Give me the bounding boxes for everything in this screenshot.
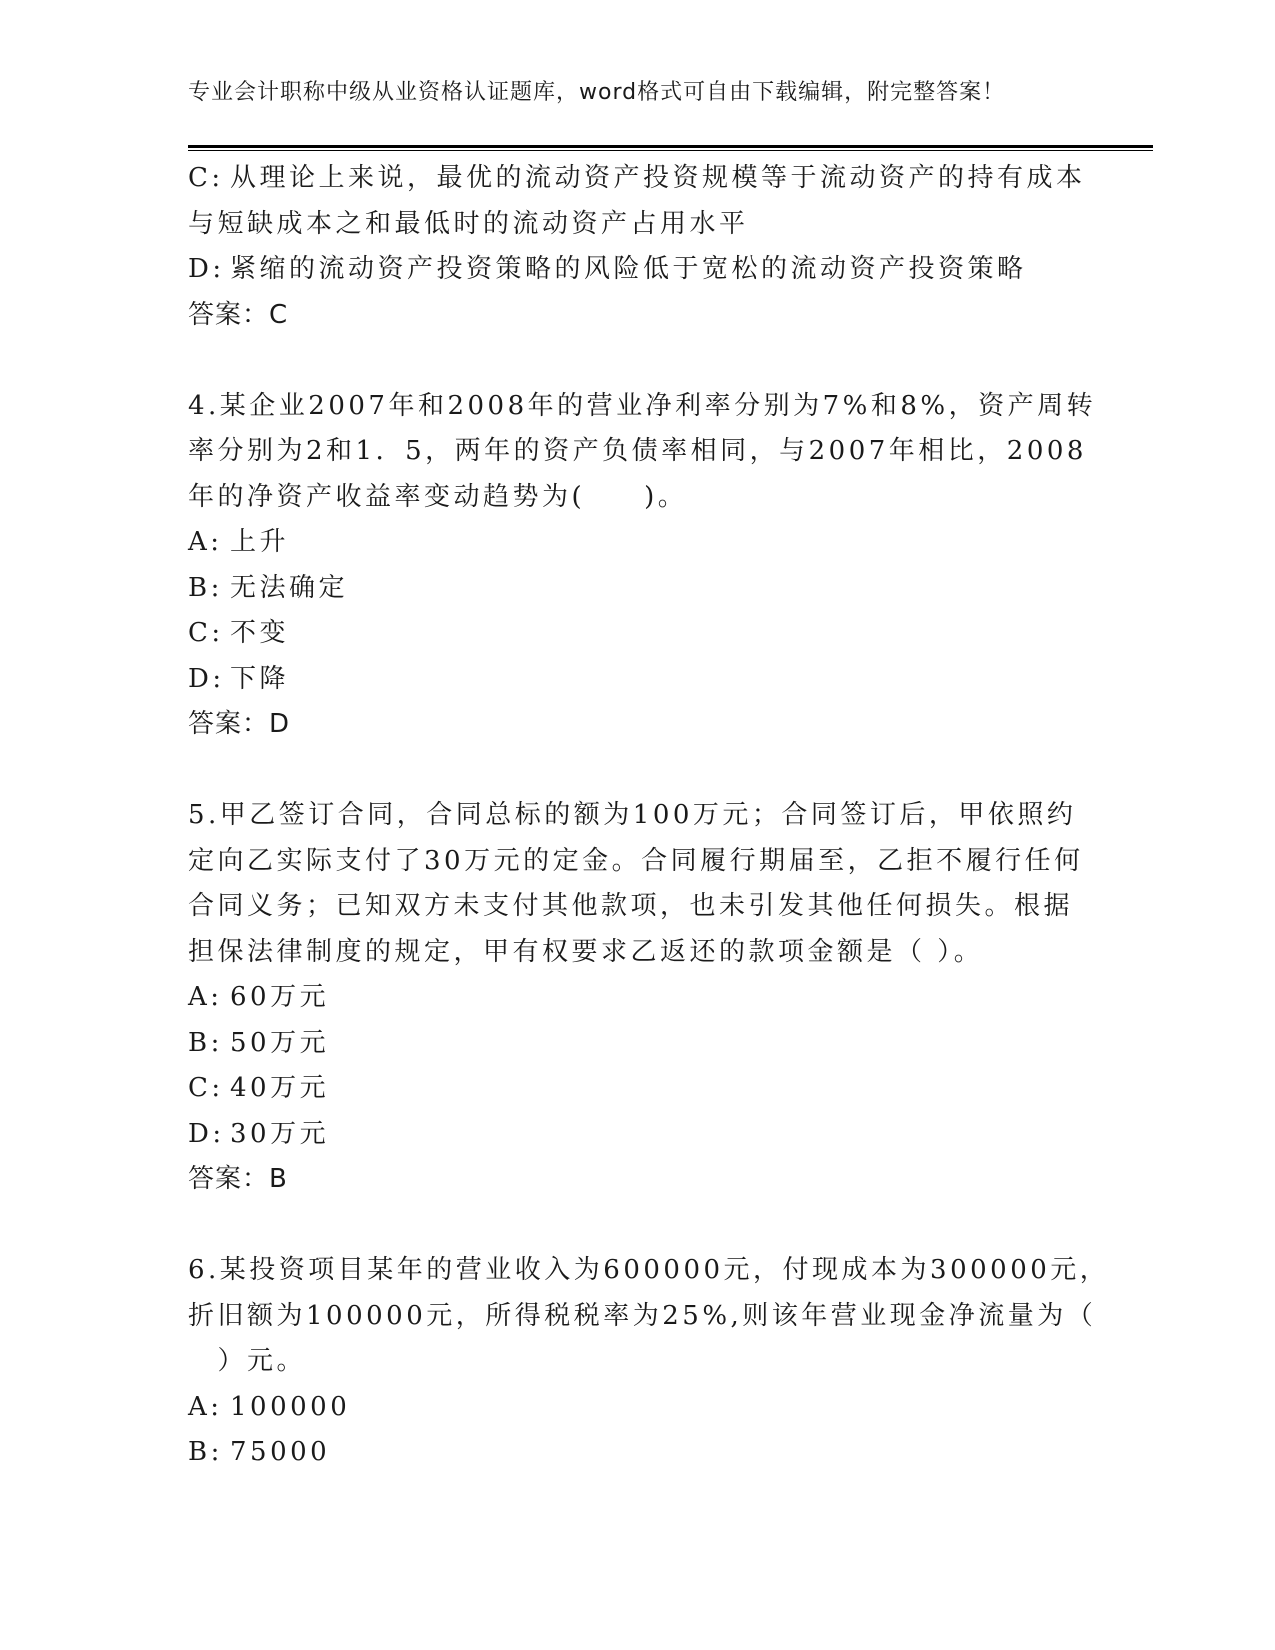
option-label: C: bbox=[188, 1073, 224, 1103]
answer-line: 答案：D bbox=[188, 709, 291, 739]
option-b bbox=[188, 1430, 1088, 1476]
question-6 bbox=[188, 1248, 1110, 1476]
option-d bbox=[188, 247, 1088, 293]
question-5 bbox=[188, 793, 1088, 1203]
question-3-tail bbox=[188, 156, 1088, 338]
option-d bbox=[188, 1112, 1088, 1158]
question-stem-line: 5.甲乙签订合同，合同总标的额为100万元；合同签订后，甲依照约 bbox=[188, 800, 1077, 830]
option-label: D: bbox=[188, 1118, 225, 1149]
answer-line: 答案：C bbox=[188, 299, 289, 330]
option-b bbox=[188, 1021, 1088, 1067]
question-stem-line: 定向乙实际支付了30万元的定金。合同履行期届至，乙拒不履行任何 bbox=[188, 845, 1084, 876]
option-text: 紧缩的流动资产投资策略的风险低于宽松的流动资产投资策略 bbox=[230, 254, 1027, 284]
question-stem-line: 合同义务；已知双方未支付其他款项，也未引发其他任何损失。根据 bbox=[188, 891, 1074, 921]
option-text: 30万元 bbox=[230, 1118, 330, 1149]
option-text: 100000 bbox=[230, 1391, 351, 1422]
option-a bbox=[188, 1385, 1088, 1431]
option-a bbox=[188, 975, 1088, 1021]
option-label: C: bbox=[188, 618, 224, 648]
document-body bbox=[188, 156, 1110, 1476]
option-c-continuation: 与短缺成本之和最低时的流动资产占用水平 bbox=[188, 208, 749, 239]
question-stem-line: 年的净资产收益率变动趋势为( )。 bbox=[188, 481, 688, 512]
option-label: B: bbox=[188, 1027, 223, 1058]
question-stem-line: 折旧额为100000元，所得税税率为25%,则该年营业现金净流量为（ bbox=[188, 1300, 1097, 1331]
spacer bbox=[188, 1203, 1088, 1249]
question-stem-line: 4.某企业2007年和2008年的营业净利率分别为7%和8%，资产周转 bbox=[188, 390, 1097, 421]
option-c bbox=[188, 611, 1088, 657]
spacer bbox=[188, 338, 1088, 384]
spacer bbox=[188, 748, 1088, 794]
option-label: D: bbox=[188, 254, 225, 284]
option-text: 75000 bbox=[230, 1437, 331, 1467]
option-text: 50万元 bbox=[230, 1027, 330, 1058]
option-label: C: bbox=[188, 163, 224, 193]
header-rule-thick bbox=[188, 145, 1153, 148]
option-label: A: bbox=[188, 527, 223, 557]
option-text: 下降 bbox=[230, 663, 290, 694]
option-text: 从理论上来说，最优的流动资产投资规模等于流动资产的持有成本 bbox=[230, 163, 1086, 193]
option-text: 上升 bbox=[230, 527, 290, 557]
header-rule-thin bbox=[188, 150, 1153, 151]
answer-line: 答案：B bbox=[188, 1164, 288, 1194]
option-d bbox=[188, 657, 1088, 703]
option-c bbox=[188, 156, 1088, 202]
option-label: D: bbox=[188, 663, 225, 694]
option-text: 60万元 bbox=[230, 982, 330, 1012]
question-stem-line: 6.某投资项目某年的营业收入为600000元，付现成本为300000元， bbox=[188, 1255, 1110, 1285]
option-c bbox=[188, 1066, 1088, 1112]
option-text: 40万元 bbox=[230, 1073, 330, 1103]
option-a bbox=[188, 520, 1088, 566]
option-text: 无法确定 bbox=[230, 572, 349, 603]
question-4 bbox=[188, 384, 1097, 748]
question-stem-line: ）元。 bbox=[188, 1346, 307, 1376]
question-stem-line: 率分别为2和1．5，两年的资产负债率相同，与2007年相比，2008 bbox=[188, 436, 1087, 466]
option-text: 不变 bbox=[230, 618, 290, 648]
option-label: A: bbox=[188, 1391, 223, 1422]
question-stem-line: 担保法律制度的规定，甲有权要求乙返还的款项金额是（ ）。 bbox=[188, 936, 984, 967]
option-b bbox=[188, 566, 1088, 612]
option-label: B: bbox=[188, 1437, 223, 1467]
option-label: B: bbox=[188, 572, 223, 603]
option-label: A: bbox=[188, 982, 223, 1012]
page-header: 专业会计职称中级从业资格认证题库，word格式可自由下载编辑，附完整答案！ bbox=[188, 80, 1006, 105]
